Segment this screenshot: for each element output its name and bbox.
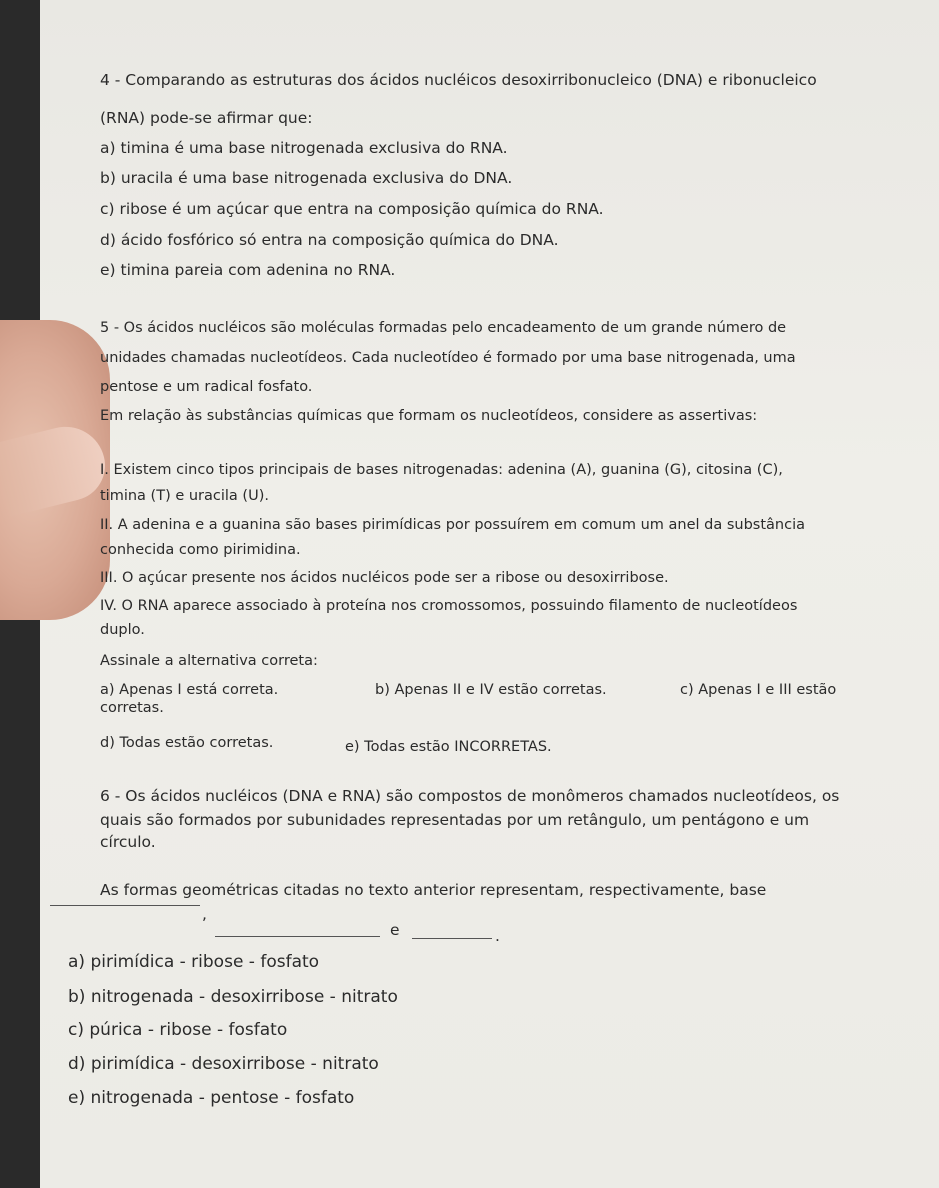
q6-comma: , <box>202 905 207 923</box>
q6-option-c: c) púrica - ribose - fosfato <box>68 1020 288 1040</box>
q5-line4: Em relação às substâncias químicas que formam os nucleotídeos, considere as assertivas: <box>100 408 758 424</box>
q5-option-b: b) Apenas II e IV estão corretas. <box>375 682 607 698</box>
q4-option-c: c) ribose é um açúcar que entra na composição química do RNA. <box>100 200 604 218</box>
q5-assertion-1: I. Existem cinco tipos principais de bases nitrogenadas: adenina (A), guanina (G), citosina (C), <box>100 462 783 478</box>
q6-line4: As formas geométricas citadas no texto anterior representam, respectivamente, base <box>100 881 767 899</box>
q6-blank-1 <box>50 905 200 906</box>
q5-line1: 5 - Os ácidos nucléicos são moléculas formadas pelo encadeamento de um grande número de <box>100 320 787 336</box>
q5-option-a: a) Apenas I está correta. <box>100 682 279 698</box>
q6-option-d: d) pirimídica - desoxirribose - nitrato <box>68 1054 379 1074</box>
q4-line2: (RNA) pode-se afirmar que: <box>100 109 313 127</box>
q4-option-e: e) timina pareia com adenina no RNA. <box>100 261 396 279</box>
q5-assertion-2: II. A adenina e a guanina são bases pirimídicas por possuírem em comum um anel da substância <box>100 517 805 533</box>
q5-prompt: Assinale a alternativa correta: <box>100 653 318 669</box>
q5-option-c-cont: corretas. <box>100 700 164 716</box>
q5-option-e: e) Todas estão INCORRETAS. <box>345 739 552 755</box>
q5-line2: unidades chamadas nucleotídeos. Cada nucleotídeo é formado por uma base nitrogenada, uma <box>100 350 796 366</box>
q6-blank-2 <box>215 936 380 937</box>
q4-option-d: d) ácido fosfórico só entra na composição química do DNA. <box>100 231 559 249</box>
q6-period: . <box>495 927 500 945</box>
q6-blank-3 <box>412 938 492 939</box>
q5-option-d: d) Todas estão corretas. <box>100 735 274 751</box>
q5-assertion-1-cont: timina (T) e uracila (U). <box>100 488 269 504</box>
q5-assertion-4-cont: duplo. <box>100 622 145 638</box>
q6-e-word: e <box>390 921 400 939</box>
q6-option-b: b) nitrogenada - desoxirribose - nitrato <box>68 987 398 1007</box>
q4-line1: 4 - Comparando as estruturas dos ácidos nucléicos desoxirribonucleico (DNA) e ribonucleico <box>100 71 817 89</box>
q6-line2: quais são formados por subunidades representadas por um retângulo, um pentágono e um <box>100 811 810 829</box>
q5-assertion-4: IV. O RNA aparece associado à proteína nos cromossomos, possuindo filamento de nucleotídeos <box>100 598 798 614</box>
q5-line3: pentose e um radical fosfato. <box>100 379 313 395</box>
q4-option-b: b) uracila é uma base nitrogenada exclusiva do DNA. <box>100 169 513 187</box>
q5-assertion-3: III. O açúcar presente nos ácidos nucléicos pode ser a ribose ou desoxirribose. <box>100 570 669 586</box>
q6-option-a: a) pirimídica - ribose - fosfato <box>68 952 320 972</box>
q6-line3: círculo. <box>100 833 156 851</box>
q5-assertion-2-cont: conhecida como pirimidina. <box>100 542 301 558</box>
q5-option-c: c) Apenas I e III estão <box>680 682 837 698</box>
q6-option-e: e) nitrogenada - pentose - fosfato <box>68 1088 355 1108</box>
q4-option-a: a) timina é uma base nitrogenada exclusiva do RNA. <box>100 139 508 157</box>
q6-line1: 6 - Os ácidos nucléicos (DNA e RNA) são compostos de monômeros chamados nucleotídeos, os <box>100 787 840 805</box>
